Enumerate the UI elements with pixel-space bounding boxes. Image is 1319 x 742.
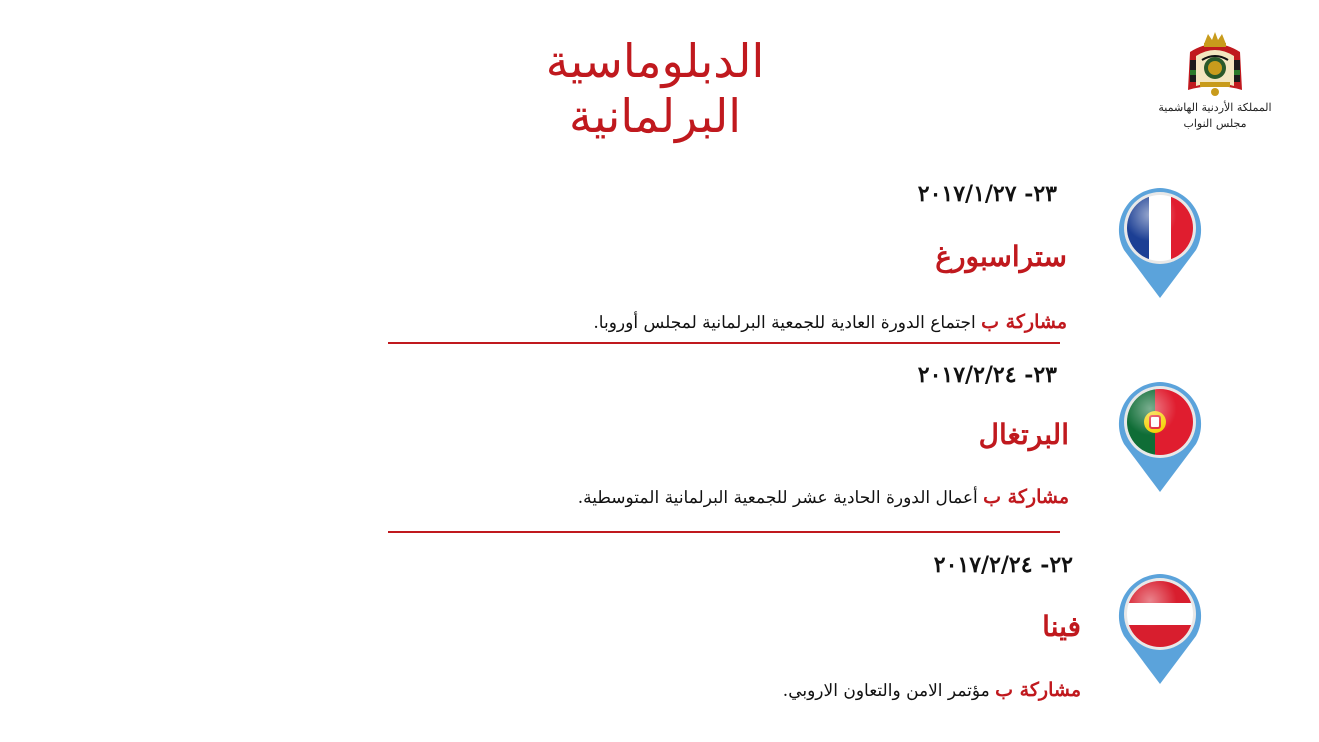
entry-description	[783, 679, 1081, 701]
entry-divider	[388, 342, 1060, 344]
entry-lead: مشاركة ب	[983, 486, 1069, 508]
jordan-crest-icon	[1182, 30, 1248, 98]
entry-city: ستراسبورغ	[935, 240, 1067, 273]
entry-lead: مشاركة ب	[981, 311, 1067, 333]
entry-date: ٢٢- ٢٠١٧/٢/٢٤	[933, 552, 1073, 578]
entry-text: اجتماع الدورة العادية للجمعية البرلمانية لمجلس أوروبا.	[593, 313, 976, 333]
entry-city: فينا	[1042, 610, 1081, 643]
entry-date: ٢٣- ٢٠١٧/١/٢٧	[917, 181, 1057, 207]
parliament-logo	[1150, 30, 1280, 140]
entry-city: البرتغال	[978, 418, 1069, 451]
entry-description	[578, 486, 1069, 508]
entry-description	[593, 311, 1067, 333]
entry-date: ٢٣- ٢٠١٧/٢/٢٤	[917, 362, 1057, 388]
page-title: الدبلوماسية البرلمانية	[545, 34, 765, 144]
entry-text: مؤتمر الامن والتعاون الاروبي.	[782, 681, 990, 701]
logo-country-text: المملكة الأردنية الهاشمية	[1158, 101, 1272, 114]
entry-text: أعمال الدورة الحادية عشر للجمعية البرلمانية المتوسطية.	[577, 488, 978, 508]
entry-lead: مشاركة ب	[995, 679, 1081, 701]
portugal-flag-icon	[1114, 378, 1206, 496]
logo-council-text: مجلس النواب	[1183, 117, 1247, 130]
austria-flag-icon	[1114, 570, 1206, 688]
france-flag-icon	[1114, 184, 1206, 302]
entry-divider	[388, 531, 1060, 533]
